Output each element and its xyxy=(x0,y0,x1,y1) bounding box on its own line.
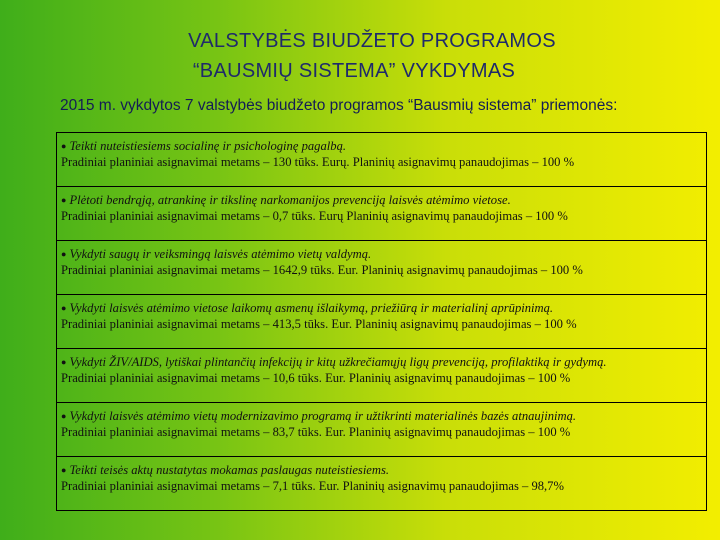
measure-name: Teikti teisės aktų nustatytas mokamas paslaugas nuteistiesiems. xyxy=(69,463,390,477)
measure-item-5 xyxy=(57,349,706,403)
measure-name: Teikti nuteistiesiems socialinę ir psichologinę pagalbą. xyxy=(69,139,347,153)
measure-item-4 xyxy=(57,295,706,349)
slide-title-line-1: VALSTYBĖS BIUDŽETO PROGRAMOS xyxy=(188,30,556,52)
measure-item-3 xyxy=(57,241,706,295)
bullet-icon: ● xyxy=(61,249,67,259)
measure-details: Pradiniai planiniai asignavimai metams – 10,6 tūks. Eur. Planinių asignavimų panaudojimas – 100 % xyxy=(61,371,571,385)
measure-details: Pradiniai planiniai asignavimai metams – 130 tūks. Eurų. Planinių asignavimų panaudojimas – 100 % xyxy=(61,155,575,169)
measure-name: Vykdyti laisvės atėmimo vietose laikomų asmenų išlaikymą, priežiūrą ir materialinį aprūpinimą. xyxy=(69,301,554,315)
measure-name: Plėtoti bendrąją, atrankinę ir tikslinę narkomanijos prevenciją laisvės atėmimo vietose. xyxy=(69,193,511,207)
measures-list xyxy=(56,132,707,511)
slide-subtitle: 2015 m. vykdytos 7 valstybės biudžeto programos “Bausmių sistema” priemonės: xyxy=(60,97,618,114)
bullet-icon: ● xyxy=(61,195,67,205)
bullet-icon: ● xyxy=(61,411,67,421)
bullet-icon: ● xyxy=(61,303,67,313)
measure-item-6 xyxy=(57,403,706,457)
measure-name: Vykdyti ŽIV/AIDS, lytiškai plintančių infekcijų ir kitų užkrečiamųjų ligų prevenciją, profilaktiką ir gydymą. xyxy=(69,355,607,369)
measure-details: Pradiniai planiniai asignavimai metams – 83,7 tūks. Eur. Planinių asignavimų panaudojimas – 100 % xyxy=(61,425,571,439)
measure-details: Pradiniai planiniai asignavimai metams – 0,7 tūks. Eurų Planinių asignavimų panaudojimas – 100 % xyxy=(61,209,568,223)
bullet-icon: ● xyxy=(61,141,67,151)
slide-title-line-2: “BAUSMIŲ SISTEMA” VYKDYMAS xyxy=(192,60,516,82)
measure-details: Pradiniai planiniai asignavimai metams – 413,5 tūks. Eur. Planinių asignavimų panaudojimas – 100 % xyxy=(61,317,577,331)
measure-item-7 xyxy=(57,457,706,510)
measure-details: Pradiniai planiniai asignavimai metams – 1642,9 tūks. Eur. Planinių asignavimų panaudojimas – 100 % xyxy=(61,263,583,277)
bullet-icon: ● xyxy=(61,357,67,367)
measure-name: Vykdyti laisvės atėmimo vietų modernizavimo programą ir užtikrinti materialinės bazės atnaujinimą. xyxy=(69,409,577,423)
measure-details: Pradiniai planiniai asignavimai metams – 7,1 tūks. Eur. Planinių asignavimų panaudojimas – 98,7% xyxy=(61,479,564,493)
bullet-icon: ● xyxy=(61,465,67,475)
measure-item-2 xyxy=(57,187,706,241)
measure-name: Vykdyti saugų ir veiksmingą laisvės atėmimo vietų valdymą. xyxy=(69,247,372,261)
measure-item-1 xyxy=(57,133,706,187)
slide-title xyxy=(0,26,720,86)
